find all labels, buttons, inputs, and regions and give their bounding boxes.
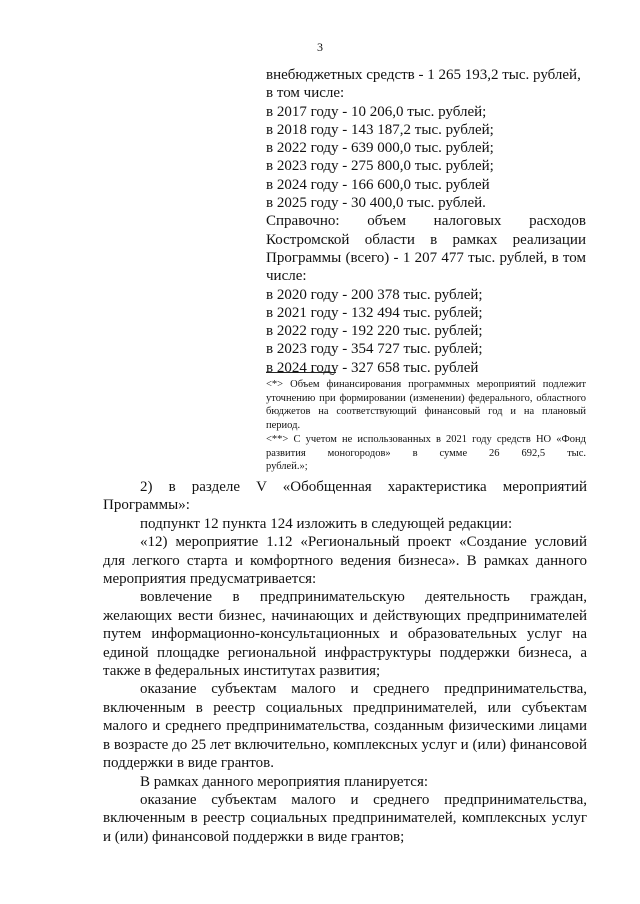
support-paragraph: оказание субъектам малого и среднего предпринимательства, включенным в реестр социальных предпринимателей, или субъектам малого и среднего предпринимательства, созданным физическими лицами в возрасте до 25 лет включительно, комплексных услуг и (или) финансовой поддержки в виде грантов.	[103, 681, 587, 772]
reference-line: Костромской области в рамках реализации	[266, 231, 586, 248]
financing-line: внебюджетных средств - 1 265 193,2 тыс. рублей,	[266, 67, 581, 83]
financing-line: в 2017 году - 10 206,0 тыс. рублей;	[266, 103, 487, 120]
financing-line: в 2024 году - 166 600,0 тыс. рублей	[266, 176, 490, 193]
measure-paragraph: «12) мероприятие 1.12 «Региональный проект «Создание условий для легкого старта и комфортного ведения бизнеса». В рамках данного мероприятия предусматривается:	[103, 534, 587, 588]
footnote-2-end: рублей.»;	[266, 461, 308, 473]
reference-line: Справочно: объем налоговых расходов	[266, 213, 586, 230]
reference-line: Программы (всего) - 1 207 477 тыс. рублей, в том	[266, 249, 586, 266]
financing-column	[266, 66, 586, 377]
subitem-instruction: подпункт 12 пункта 124 изложить в следующей редакции:	[140, 515, 513, 532]
financing-line: в 2022 году - 639 000,0 тыс. рублей;	[266, 140, 494, 157]
footnote-1: <*> Объем финансирования программных мероприятий подлежит уточнению при формировании (изменении) федерального, областного бюджетов на соответствующий финансовый год и на плановый период.	[266, 379, 586, 432]
support-planned-paragraph: оказание субъектам малого и среднего предпринимательства, включенным в реестр социальных предпринимателей, комплексных услуг и (или) финансовой поддержки в виде грантов;	[103, 791, 587, 845]
page-number: 3	[317, 40, 323, 54]
reference-year: в 2021 году - 132 494 тыс. рублей;	[266, 304, 483, 321]
reference-year: в 2022 году - 192 220 тыс. рублей;	[266, 323, 483, 340]
section-reference-end: Программы»:	[103, 497, 190, 514]
financing-line: в 2018 году - 143 187,2 тыс. рублей;	[266, 121, 494, 138]
reference-year: в 2024 году - 327 658 тыс. рублей	[266, 359, 479, 376]
amendment-text	[103, 478, 587, 846]
section-reference: 2) в разделе V «Обобщенная характеристика мероприятий	[140, 479, 587, 495]
footnote-2: <**> С учетом не использованных в 2021 году средств НО «Фонд развития моногородов» в сумме 26 692,5 тыс.	[266, 433, 586, 459]
footnotes	[266, 378, 586, 474]
footnote-separator	[266, 372, 336, 373]
financing-line: в 2023 году - 275 800,0 тыс. рублей;	[266, 158, 494, 175]
reference-year: в 2023 году - 354 727 тыс. рублей;	[266, 341, 483, 358]
planned-heading: В рамках данного мероприятия планируется:	[140, 773, 429, 790]
involvement-paragraph: вовлечение в предпринимательскую деятельность граждан, желающих вести бизнес, начинающих и действующих предпринимателей путем информационно-консультационных и образовательных услуг на единой площадке региональной инфраструктуры поддержки бизнеса, а также в федеральных институтах развития;	[103, 589, 587, 680]
reference-line: числе:	[266, 268, 307, 285]
reference-year: в 2020 году - 200 378 тыс. рублей;	[266, 286, 483, 303]
financing-line: в 2025 году - 30 400,0 тыс. рублей.	[266, 195, 486, 212]
financing-line: в том числе:	[266, 85, 345, 102]
